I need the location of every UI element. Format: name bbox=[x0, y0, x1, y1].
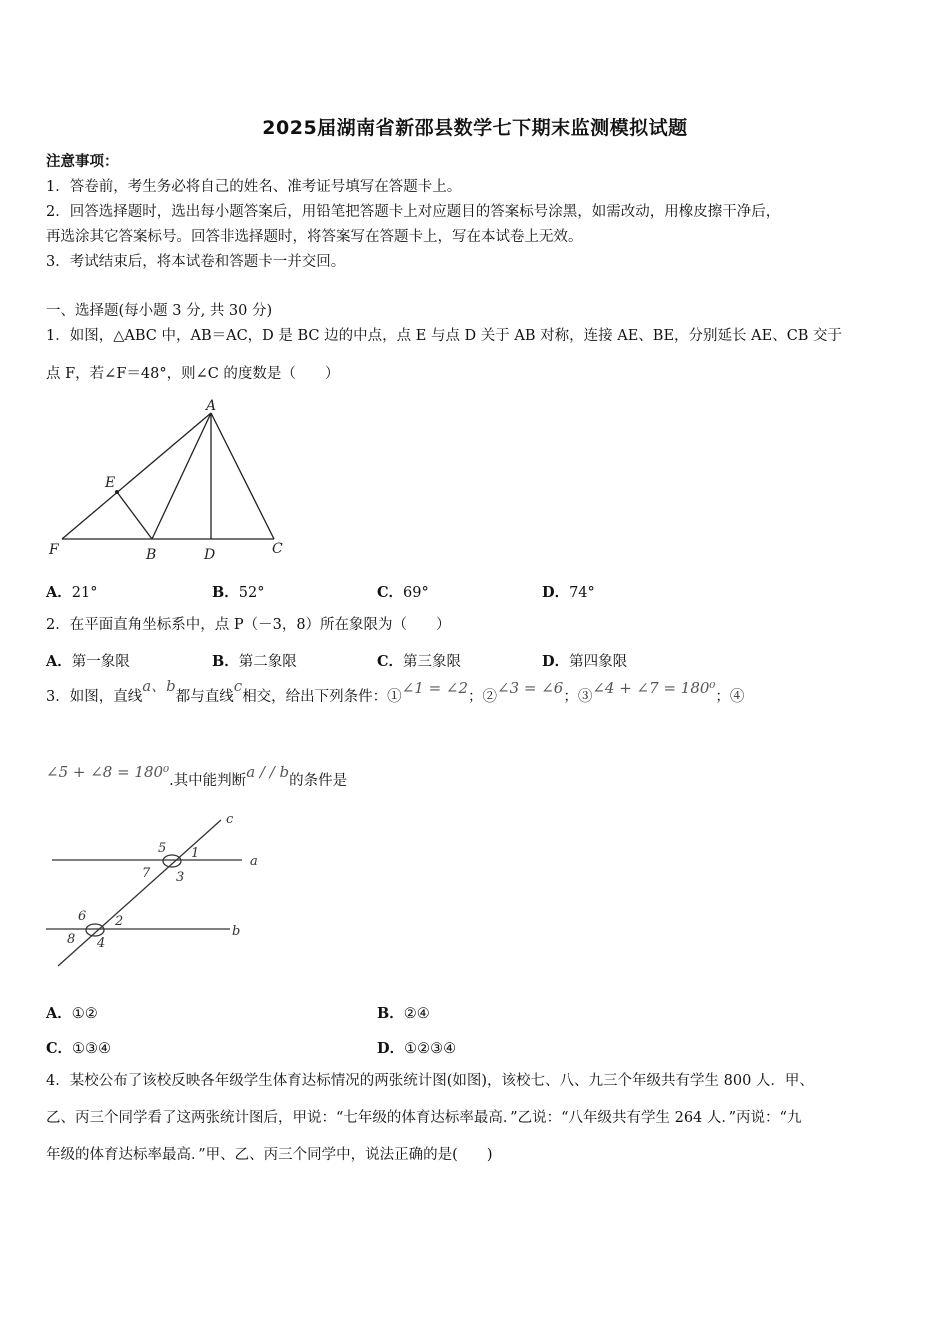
question-4-text-cont: 乙、丙三个同学看了这两张统计图后，甲说：“七年级的体育达标率最高．”乙说：“八年级共有学生 264 人．”丙说：“九 bbox=[46, 1110, 802, 1126]
line-label-a: a bbox=[250, 854, 258, 869]
notice-item: 再选涂其它答案标号。回答非选择题时，将答案写在答题卡上，写在本试卷上无效。 bbox=[46, 229, 583, 245]
angle-label-7: 7 bbox=[142, 866, 151, 881]
line-label-b: b bbox=[232, 924, 241, 939]
angle-label-6: 6 bbox=[78, 909, 87, 924]
section-heading: 一、选择题(每小题 3 分, 共 30 分) bbox=[46, 303, 273, 319]
math-c: c bbox=[233, 677, 243, 695]
q2-option-d[interactable]: D．第四象限 bbox=[542, 653, 628, 670]
q3-option-a[interactable]: A．①② bbox=[46, 1005, 98, 1022]
line-label-c: c bbox=[226, 812, 234, 827]
question-2-text: 2．在平面直角坐标系中，点 P（－3，8）所在象限为（ ） bbox=[46, 617, 451, 633]
q1-option-a[interactable]: A．21° bbox=[46, 584, 98, 601]
q3-option-c[interactable]: C．①③④ bbox=[46, 1040, 112, 1057]
q1-option-c[interactable]: C．69° bbox=[377, 584, 429, 601]
q1-option-d[interactable]: D．74° bbox=[542, 584, 595, 601]
math-a-b: a、b bbox=[142, 677, 176, 695]
point-label-f: F bbox=[49, 542, 59, 558]
condition-2: ∠3 = ∠6 bbox=[497, 679, 564, 697]
q1-triangle-figure bbox=[44, 396, 294, 566]
angle-label-8: 8 bbox=[67, 932, 76, 947]
question-3-text: 3．如图，直线a、b都与直线c相交，给出下列条件：①∠1 = ∠2；②∠3 = ∠6；③∠4 + ∠7 = 180⁰；④ bbox=[46, 677, 745, 705]
angle-label-3: 3 bbox=[176, 870, 185, 885]
point-label-e: E bbox=[105, 475, 116, 491]
angle-label-5: 5 bbox=[158, 841, 167, 856]
point-label-c: C bbox=[272, 541, 283, 557]
q3-parallel-lines-figure bbox=[44, 810, 274, 972]
point-label-b: B bbox=[146, 547, 157, 563]
notice-heading: 注意事项： bbox=[46, 153, 119, 170]
notice-item: 3．考试结束后，将本试卷和答题卡一并交回。 bbox=[46, 254, 346, 270]
angle-label-4: 4 bbox=[97, 936, 106, 951]
q2-option-c[interactable]: C．第三象限 bbox=[377, 653, 462, 670]
notice-item: 2．回答选择题时，选出每小题答案后，用铅笔把答题卡上对应题目的答案标号涂黑，如需改动，用橡皮擦干净后， bbox=[46, 204, 781, 220]
q2-option-a[interactable]: A．第一象限 bbox=[46, 653, 130, 670]
point-label-a: A bbox=[206, 398, 217, 414]
q3-option-d[interactable]: D．①②③④ bbox=[377, 1040, 457, 1057]
notice-item: 1．答卷前，考生务必将自己的姓名、准考证号填写在答题卡上。 bbox=[46, 179, 462, 195]
condition-1: ∠1 = ∠2 bbox=[401, 679, 469, 697]
question-3-text-cont: ∠5 + ∠8 = 180⁰.其中能判断a / / b的条件是 bbox=[46, 763, 348, 789]
q1-option-b[interactable]: B．52° bbox=[212, 584, 265, 601]
condition-4: ∠5 + ∠8 = 180⁰ bbox=[46, 763, 170, 781]
question-4-text: 4．某校公布了该校反映各年级学生体育达标情况的两张统计图(如图)，该校七、八、九三个年级共有学生 800 人．甲、 bbox=[46, 1073, 814, 1089]
question-4-text-cont: 年级的体育达标率最高．”甲、乙、丙三个同学中，说法正确的是( ) bbox=[46, 1147, 493, 1163]
q2-option-b[interactable]: B．第二象限 bbox=[212, 653, 297, 670]
condition-3: ∠4 + ∠7 = 180⁰ bbox=[592, 679, 716, 697]
question-1-text: 1．如图，△ABC 中，AB＝AC，D 是 BC 边的中点，点 E 与点 D 关于 AB 对称，连接 AE、BE，分别延长 AE、CB 交于 bbox=[46, 328, 843, 344]
math-parallel: a / / b bbox=[246, 763, 290, 781]
angle-label-1: 1 bbox=[191, 846, 200, 861]
q3-option-b[interactable]: B．②④ bbox=[377, 1005, 430, 1022]
point-label-d: D bbox=[204, 547, 216, 563]
angle-label-2: 2 bbox=[115, 914, 124, 929]
question-1-text-cont: 点 F，若∠F＝48°，则∠C 的度数是（ ） bbox=[46, 366, 340, 382]
page-title: 2025届湖南省新邵县数学七下期末监测模拟试题 bbox=[262, 117, 688, 139]
